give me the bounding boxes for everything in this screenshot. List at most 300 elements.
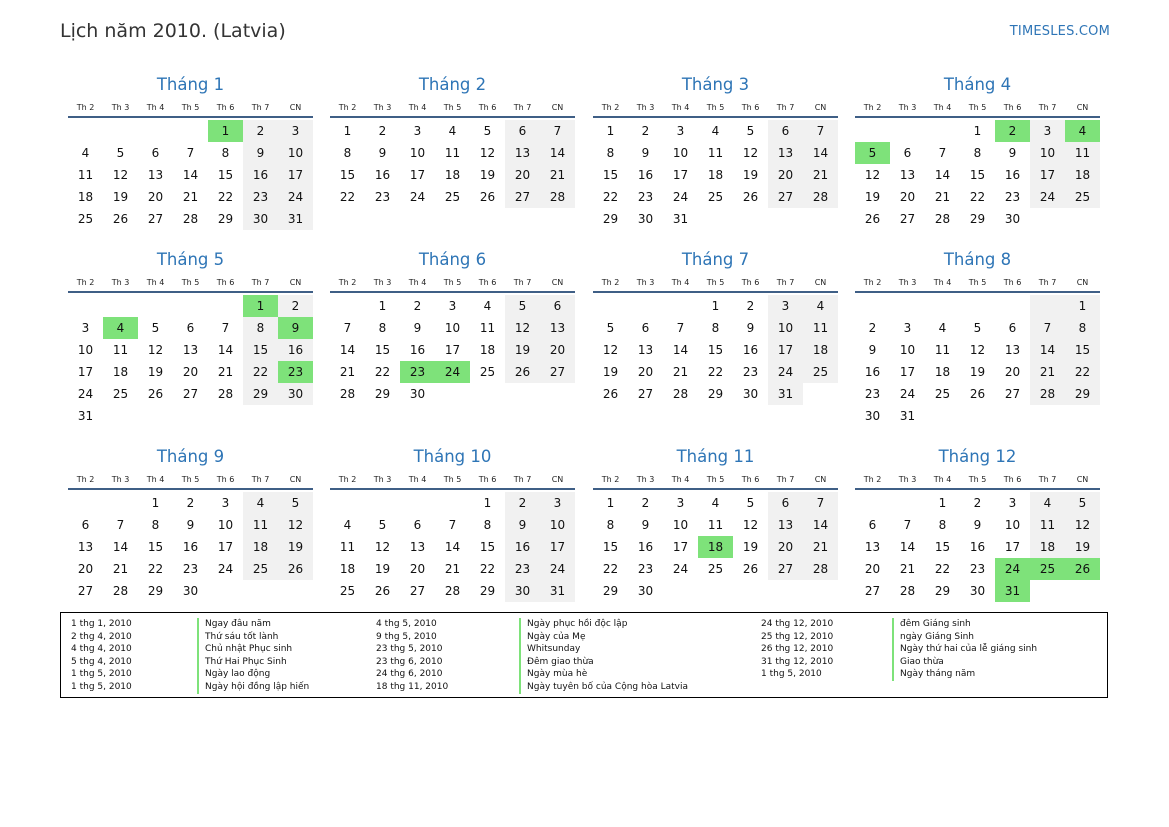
day-cell[interactable]: 11 <box>243 514 278 536</box>
day-cell[interactable]: 22 <box>479 562 496 576</box>
day-cell[interactable]: 28 <box>182 212 199 226</box>
day-cell[interactable]: 16 <box>409 343 426 357</box>
day-cell[interactable]: 6 <box>868 518 877 532</box>
day-cell[interactable]: 12 <box>278 514 313 536</box>
day-cell[interactable]: 28 <box>217 387 234 401</box>
day-cell[interactable]: 18 <box>803 339 838 361</box>
day-cell[interactable]: 6 <box>903 146 912 160</box>
day-cell[interactable]: 23 <box>374 190 391 204</box>
day-cell[interactable]: 31 <box>278 208 313 230</box>
day-cell[interactable]: 31 <box>768 383 803 405</box>
day-cell[interactable]: 30 <box>409 387 426 401</box>
day-cell[interactable]: 21 <box>444 562 461 576</box>
day-cell[interactable]: 27 <box>182 387 199 401</box>
day-cell[interactable]: 19 <box>479 168 496 182</box>
day-cell[interactable]: 24 <box>768 361 803 383</box>
day-cell[interactable]: 3 <box>540 492 575 514</box>
day-cell[interactable]: 11 <box>444 146 461 160</box>
day-cell[interactable]: 5 <box>278 492 313 514</box>
day-cell[interactable]: 11 <box>707 146 724 160</box>
day-cell[interactable]: 3 <box>81 321 90 335</box>
day-cell[interactable]: 7 <box>540 120 575 142</box>
day-cell[interactable]: 21 <box>217 365 234 379</box>
day-cell[interactable]: 7 <box>221 321 230 335</box>
day-cell[interactable]: 28 <box>672 387 689 401</box>
day-cell[interactable]: 20 <box>409 562 426 576</box>
day-cell[interactable]: 12 <box>112 168 129 182</box>
day-cell[interactable]: 8 <box>378 321 387 335</box>
day-cell[interactable]: 4 <box>711 496 720 510</box>
day-cell[interactable]: 26 <box>742 190 759 204</box>
day-cell[interactable]: 16 <box>864 365 881 379</box>
day-cell[interactable]: 22 <box>969 190 986 204</box>
day-cell[interactable]: 15 <box>602 168 619 182</box>
day-cell[interactable]: 13 <box>899 168 916 182</box>
day-cell[interactable]: 7 <box>1030 317 1065 339</box>
day-cell[interactable]: 27 <box>147 212 164 226</box>
day-cell[interactable]: 11 <box>1065 142 1100 164</box>
day-cell[interactable]: 2 <box>243 120 278 142</box>
day-cell[interactable]: 29 <box>1065 383 1100 405</box>
day-cell[interactable]: 14 <box>540 142 575 164</box>
day-cell[interactable]: 29 <box>147 584 164 598</box>
day-cell[interactable]: 17 <box>217 540 234 554</box>
day-cell[interactable]: 1 <box>606 496 615 510</box>
day-cell[interactable]: 8 <box>343 146 352 160</box>
day-cell[interactable]: 7 <box>803 492 838 514</box>
day-cell[interactable]: 14 <box>339 343 356 357</box>
day-cell[interactable]: 12 <box>1065 514 1100 536</box>
day-cell[interactable]: 12 <box>505 317 540 339</box>
day-cell[interactable]: 9 <box>505 514 540 536</box>
day-cell[interactable]: 7 <box>116 518 125 532</box>
day-cell[interactable]: 24 <box>1030 186 1065 208</box>
day-cell[interactable]: 26 <box>505 361 540 383</box>
day-cell[interactable]: 8 <box>221 146 230 160</box>
day-cell[interactable]: 12 <box>479 146 496 160</box>
day-cell[interactable]: 2 <box>641 124 650 138</box>
day-cell[interactable]: 31 <box>672 212 689 226</box>
day-cell[interactable]: 24 <box>77 387 94 401</box>
day-cell[interactable]: 27 <box>899 212 916 226</box>
day-cell[interactable]: 5 <box>116 146 125 160</box>
day-cell[interactable]: 1 <box>973 124 982 138</box>
day-cell[interactable]: 26 <box>374 584 391 598</box>
day-cell[interactable]: 12 <box>742 146 759 160</box>
day-cell[interactable]: 17 <box>672 168 689 182</box>
day-cell[interactable]: 9 <box>243 142 278 164</box>
day-cell[interactable]: 20 <box>864 562 881 576</box>
day-cell[interactable]: 28 <box>803 558 838 580</box>
day-cell[interactable]: 26 <box>112 212 129 226</box>
day-cell[interactable]: 1 <box>208 120 243 142</box>
day-cell[interactable]: 19 <box>742 168 759 182</box>
day-cell[interactable]: 9 <box>378 146 387 160</box>
day-cell[interactable]: 19 <box>374 562 391 576</box>
day-cell[interactable]: 9 <box>641 146 650 160</box>
day-cell[interactable]: 24 <box>672 190 689 204</box>
day-cell[interactable]: 25 <box>1030 558 1065 580</box>
day-cell[interactable]: 19 <box>1065 536 1100 558</box>
day-cell[interactable]: 12 <box>374 540 391 554</box>
day-cell[interactable]: 23 <box>969 562 986 576</box>
day-cell[interactable]: 3 <box>903 321 912 335</box>
day-cell[interactable]: 15 <box>147 540 164 554</box>
day-cell[interactable]: 12 <box>969 343 986 357</box>
day-cell[interactable]: 29 <box>707 387 724 401</box>
day-cell[interactable]: 1 <box>938 496 947 510</box>
day-cell[interactable]: 19 <box>969 365 986 379</box>
day-cell[interactable]: 27 <box>768 186 803 208</box>
day-cell[interactable]: 17 <box>77 365 94 379</box>
day-cell[interactable]: 16 <box>742 343 759 357</box>
day-cell[interactable]: 2 <box>505 492 540 514</box>
day-cell[interactable]: 4 <box>81 146 90 160</box>
day-cell[interactable]: 25 <box>707 190 724 204</box>
day-cell[interactable]: 8 <box>151 518 160 532</box>
day-cell[interactable]: 1 <box>378 299 387 313</box>
day-cell[interactable]: 26 <box>969 387 986 401</box>
day-cell[interactable]: 16 <box>1004 168 1021 182</box>
day-cell[interactable]: 3 <box>1030 120 1065 142</box>
day-cell[interactable]: 29 <box>374 387 391 401</box>
day-cell[interactable]: 28 <box>540 186 575 208</box>
day-cell[interactable]: 23 <box>243 186 278 208</box>
day-cell[interactable]: 21 <box>672 365 689 379</box>
day-cell[interactable]: 26 <box>742 562 759 576</box>
day-cell[interactable]: 13 <box>409 540 426 554</box>
day-cell[interactable]: 14 <box>182 168 199 182</box>
day-cell[interactable]: 27 <box>637 387 654 401</box>
day-cell[interactable]: 26 <box>479 190 496 204</box>
day-cell[interactable]: 15 <box>217 168 234 182</box>
day-cell[interactable]: 27 <box>768 558 803 580</box>
day-cell[interactable]: 5 <box>1065 492 1100 514</box>
day-cell[interactable]: 11 <box>77 168 94 182</box>
day-cell[interactable]: 18 <box>112 365 129 379</box>
day-cell[interactable]: 4 <box>1030 492 1065 514</box>
day-cell[interactable]: 15 <box>602 540 619 554</box>
day-cell[interactable]: 29 <box>217 212 234 226</box>
day-cell[interactable]: 30 <box>864 409 881 423</box>
day-cell[interactable]: 2 <box>868 321 877 335</box>
day-cell[interactable]: 18 <box>339 562 356 576</box>
day-cell[interactable]: 10 <box>278 142 313 164</box>
day-cell[interactable]: 31 <box>995 580 1030 602</box>
day-cell[interactable]: 6 <box>540 295 575 317</box>
day-cell[interactable]: 7 <box>676 321 685 335</box>
day-cell[interactable]: 6 <box>151 146 160 160</box>
day-cell[interactable]: 26 <box>147 387 164 401</box>
day-cell[interactable]: 9 <box>1008 146 1017 160</box>
day-cell[interactable]: 18 <box>77 190 94 204</box>
day-cell[interactable]: 24 <box>899 387 916 401</box>
day-cell[interactable]: 31 <box>540 580 575 602</box>
day-cell[interactable]: 19 <box>505 339 540 361</box>
day-cell[interactable]: 4 <box>1065 120 1100 142</box>
day-cell[interactable]: 17 <box>768 339 803 361</box>
day-cell[interactable]: 15 <box>707 343 724 357</box>
day-cell[interactable]: 4 <box>803 295 838 317</box>
day-cell[interactable]: 26 <box>278 558 313 580</box>
day-cell[interactable]: 8 <box>1065 317 1100 339</box>
day-cell[interactable]: 10 <box>1004 518 1021 532</box>
day-cell[interactable]: 6 <box>186 321 195 335</box>
day-cell[interactable]: 19 <box>147 365 164 379</box>
day-cell[interactable]: 27 <box>540 361 575 383</box>
day-cell[interactable]: 7 <box>186 146 195 160</box>
day-cell[interactable]: 22 <box>602 562 619 576</box>
day-cell[interactable]: 3 <box>1008 496 1017 510</box>
day-cell[interactable]: 19 <box>742 540 759 554</box>
day-cell[interactable]: 25 <box>934 387 951 401</box>
day-cell[interactable]: 26 <box>864 212 881 226</box>
day-cell[interactable]: 20 <box>182 365 199 379</box>
day-cell[interactable]: 14 <box>899 540 916 554</box>
day-cell[interactable]: 19 <box>864 190 881 204</box>
day-cell[interactable]: 22 <box>147 562 164 576</box>
day-cell[interactable]: 29 <box>602 212 619 226</box>
day-cell[interactable]: 20 <box>505 164 540 186</box>
day-cell[interactable]: 18 <box>698 536 733 558</box>
day-cell[interactable]: 24 <box>995 558 1030 580</box>
day-cell[interactable]: 8 <box>483 518 492 532</box>
day-cell[interactable]: 6 <box>768 120 803 142</box>
day-cell[interactable]: 13 <box>768 514 803 536</box>
day-cell[interactable]: 21 <box>112 562 129 576</box>
day-cell[interactable]: 31 <box>899 409 916 423</box>
day-cell[interactable]: 2 <box>641 496 650 510</box>
day-cell[interactable]: 14 <box>672 343 689 357</box>
day-cell[interactable]: 10 <box>768 317 803 339</box>
day-cell[interactable]: 16 <box>182 540 199 554</box>
day-cell[interactable]: 23 <box>864 387 881 401</box>
day-cell[interactable]: 28 <box>899 584 916 598</box>
day-cell[interactable]: 30 <box>742 387 759 401</box>
day-cell[interactable]: 18 <box>243 536 278 558</box>
day-cell[interactable]: 21 <box>934 190 951 204</box>
day-cell[interactable]: 21 <box>540 164 575 186</box>
day-cell[interactable]: 5 <box>606 321 615 335</box>
day-cell[interactable]: 16 <box>637 540 654 554</box>
day-cell[interactable]: 23 <box>1004 190 1021 204</box>
day-cell[interactable]: 29 <box>479 584 496 598</box>
day-cell[interactable]: 21 <box>803 536 838 558</box>
day-cell[interactable]: 3 <box>768 295 803 317</box>
day-cell[interactable]: 16 <box>374 168 391 182</box>
day-cell[interactable]: 30 <box>278 383 313 405</box>
day-cell[interactable]: 3 <box>676 496 685 510</box>
day-cell[interactable]: 17 <box>899 365 916 379</box>
day-cell[interactable]: 5 <box>505 295 540 317</box>
day-cell[interactable]: 22 <box>339 190 356 204</box>
day-cell[interactable]: 22 <box>243 361 278 383</box>
day-cell[interactable]: 12 <box>602 343 619 357</box>
day-cell[interactable]: 11 <box>339 540 356 554</box>
day-cell[interactable]: 19 <box>112 190 129 204</box>
day-cell[interactable]: 10 <box>540 514 575 536</box>
day-cell[interactable]: 20 <box>899 190 916 204</box>
day-cell[interactable]: 7 <box>803 120 838 142</box>
day-cell[interactable]: 25 <box>1065 186 1100 208</box>
day-cell[interactable]: 28 <box>803 186 838 208</box>
day-cell[interactable]: 16 <box>278 339 313 361</box>
day-cell[interactable]: 22 <box>217 190 234 204</box>
day-cell[interactable]: 9 <box>278 317 313 339</box>
day-cell[interactable]: 17 <box>278 164 313 186</box>
day-cell[interactable]: 20 <box>768 536 803 558</box>
day-cell[interactable]: 14 <box>217 343 234 357</box>
day-cell[interactable]: 27 <box>864 584 881 598</box>
day-cell[interactable]: 25 <box>444 190 461 204</box>
day-cell[interactable]: 6 <box>1008 321 1017 335</box>
day-cell[interactable]: 27 <box>505 186 540 208</box>
day-cell[interactable]: 23 <box>278 361 313 383</box>
day-cell[interactable]: 18 <box>934 365 951 379</box>
day-cell[interactable]: 30 <box>1004 212 1021 226</box>
day-cell[interactable]: 17 <box>1030 164 1065 186</box>
day-cell[interactable]: 9 <box>746 321 755 335</box>
day-cell[interactable]: 3 <box>221 496 230 510</box>
day-cell[interactable]: 10 <box>672 518 689 532</box>
day-cell[interactable]: 28 <box>444 584 461 598</box>
day-cell[interactable]: 14 <box>803 142 838 164</box>
day-cell[interactable]: 9 <box>973 518 982 532</box>
day-cell[interactable]: 12 <box>742 518 759 532</box>
day-cell[interactable]: 7 <box>938 146 947 160</box>
day-cell[interactable]: 4 <box>711 124 720 138</box>
day-cell[interactable]: 15 <box>479 540 496 554</box>
day-cell[interactable]: 20 <box>1004 365 1021 379</box>
day-cell[interactable]: 3 <box>676 124 685 138</box>
day-cell[interactable]: 4 <box>938 321 947 335</box>
day-cell[interactable]: 25 <box>112 387 129 401</box>
day-cell[interactable]: 23 <box>742 365 759 379</box>
day-cell[interactable]: 15 <box>374 343 391 357</box>
day-cell[interactable]: 10 <box>444 321 461 335</box>
day-cell[interactable]: 27 <box>1004 387 1021 401</box>
day-cell[interactable]: 15 <box>969 168 986 182</box>
day-cell[interactable]: 11 <box>803 317 838 339</box>
day-cell[interactable]: 5 <box>483 124 492 138</box>
day-cell[interactable]: 7 <box>448 518 457 532</box>
site-link[interactable]: TIMESLES.COM <box>1009 24 1110 39</box>
day-cell[interactable]: 14 <box>112 540 129 554</box>
day-cell[interactable]: 30 <box>243 208 278 230</box>
day-cell[interactable]: 30 <box>637 584 654 598</box>
day-cell[interactable]: 13 <box>147 168 164 182</box>
day-cell[interactable]: 8 <box>606 518 615 532</box>
day-cell[interactable]: 2 <box>278 295 313 317</box>
day-cell[interactable]: 1 <box>483 496 492 510</box>
day-cell[interactable]: 17 <box>672 540 689 554</box>
day-cell[interactable]: 14 <box>803 514 838 536</box>
day-cell[interactable]: 16 <box>505 536 540 558</box>
day-cell[interactable]: 15 <box>243 339 278 361</box>
day-cell[interactable]: 6 <box>641 321 650 335</box>
day-cell[interactable]: 13 <box>1004 343 1021 357</box>
day-cell[interactable]: 13 <box>77 540 94 554</box>
day-cell[interactable]: 22 <box>374 365 391 379</box>
day-cell[interactable]: 2 <box>378 124 387 138</box>
day-cell[interactable]: 26 <box>602 387 619 401</box>
day-cell[interactable]: 21 <box>339 365 356 379</box>
day-cell[interactable]: 12 <box>147 343 164 357</box>
day-cell[interactable]: 28 <box>1030 383 1065 405</box>
day-cell[interactable]: 18 <box>1065 164 1100 186</box>
day-cell[interactable]: 4 <box>343 518 352 532</box>
day-cell[interactable]: 2 <box>186 496 195 510</box>
day-cell[interactable]: 9 <box>186 518 195 532</box>
day-cell[interactable]: 5 <box>973 321 982 335</box>
day-cell[interactable]: 13 <box>182 343 199 357</box>
day-cell[interactable]: 21 <box>803 164 838 186</box>
day-cell[interactable]: 30 <box>637 212 654 226</box>
day-cell[interactable]: 27 <box>409 584 426 598</box>
day-cell[interactable]: 7 <box>903 518 912 532</box>
day-cell[interactable]: 13 <box>540 317 575 339</box>
day-cell[interactable]: 24 <box>217 562 234 576</box>
day-cell[interactable]: 3 <box>448 299 457 313</box>
day-cell[interactable]: 29 <box>602 584 619 598</box>
day-cell[interactable]: 5 <box>855 142 890 164</box>
day-cell[interactable]: 8 <box>973 146 982 160</box>
day-cell[interactable]: 29 <box>969 212 986 226</box>
day-cell[interactable]: 21 <box>1030 361 1065 383</box>
day-cell[interactable]: 3 <box>413 124 422 138</box>
day-cell[interactable]: 18 <box>444 168 461 182</box>
day-cell[interactable]: 6 <box>505 120 540 142</box>
day-cell[interactable]: 1 <box>606 124 615 138</box>
day-cell[interactable]: 22 <box>1065 361 1100 383</box>
day-cell[interactable]: 23 <box>505 558 540 580</box>
day-cell[interactable]: 20 <box>637 365 654 379</box>
day-cell[interactable]: 6 <box>768 492 803 514</box>
day-cell[interactable]: 20 <box>540 339 575 361</box>
day-cell[interactable]: 23 <box>400 361 435 383</box>
day-cell[interactable]: 30 <box>182 584 199 598</box>
day-cell[interactable]: 19 <box>602 365 619 379</box>
day-cell[interactable]: 24 <box>278 186 313 208</box>
day-cell[interactable]: 14 <box>934 168 951 182</box>
day-cell[interactable]: 14 <box>444 540 461 554</box>
day-cell[interactable]: 25 <box>803 361 838 383</box>
day-cell[interactable]: 31 <box>77 409 94 423</box>
day-cell[interactable]: 15 <box>934 540 951 554</box>
day-cell[interactable]: 9 <box>641 518 650 532</box>
day-cell[interactable]: 16 <box>243 164 278 186</box>
day-cell[interactable]: 30 <box>969 584 986 598</box>
day-cell[interactable]: 17 <box>444 343 461 357</box>
day-cell[interactable]: 8 <box>711 321 720 335</box>
day-cell[interactable]: 23 <box>182 562 199 576</box>
day-cell[interactable]: 17 <box>409 168 426 182</box>
day-cell[interactable]: 1 <box>1065 295 1100 317</box>
day-cell[interactable]: 17 <box>1004 540 1021 554</box>
day-cell[interactable]: 10 <box>1030 142 1065 164</box>
day-cell[interactable]: 9 <box>413 321 422 335</box>
day-cell[interactable]: 13 <box>505 142 540 164</box>
day-cell[interactable]: 7 <box>343 321 352 335</box>
day-cell[interactable]: 1 <box>151 496 160 510</box>
day-cell[interactable]: 25 <box>77 212 94 226</box>
day-cell[interactable]: 10 <box>672 146 689 160</box>
day-cell[interactable]: 8 <box>606 146 615 160</box>
day-cell[interactable]: 22 <box>602 190 619 204</box>
day-cell[interactable]: 29 <box>243 383 278 405</box>
day-cell[interactable]: 10 <box>899 343 916 357</box>
day-cell[interactable]: 20 <box>77 562 94 576</box>
